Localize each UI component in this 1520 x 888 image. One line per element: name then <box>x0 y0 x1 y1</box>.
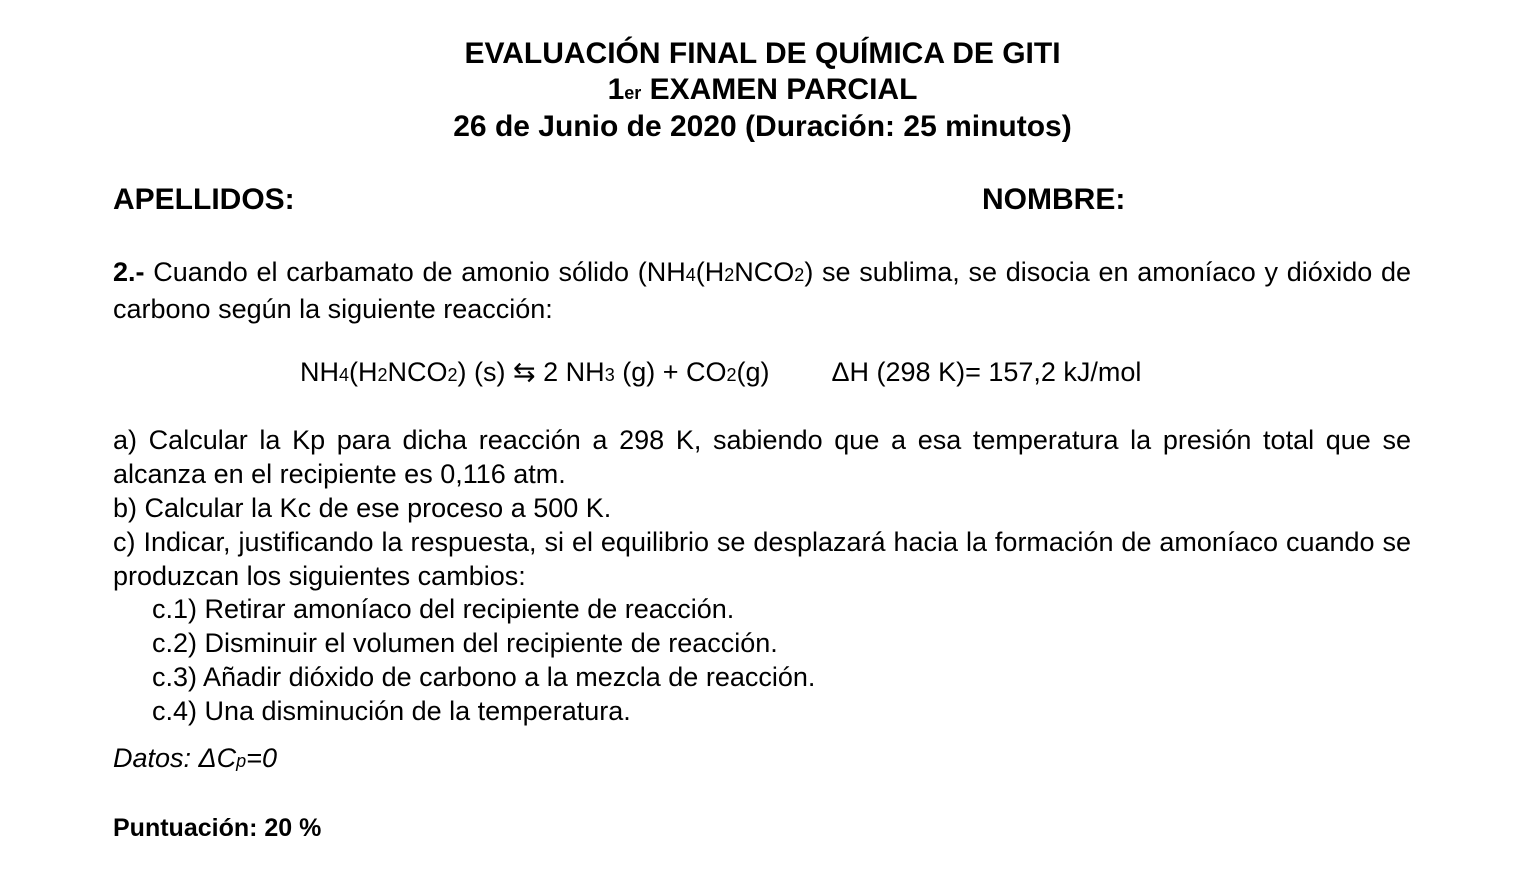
reactant-2: (H <box>349 357 378 387</box>
equilibrium-arrow-icon: ⇆ <box>513 357 536 387</box>
question-intro <box>113 256 1411 326</box>
ordinal-suffix: er <box>624 83 642 103</box>
reactant-4: ) (s) <box>457 357 514 387</box>
intro-text-4: ) se sublima, se disocia en amoníaco y dióxido de carbono según la siguiente reacción: <box>113 257 1411 324</box>
exam-type: EXAMEN PARCIAL <box>641 73 918 106</box>
intro-text-2: (H <box>695 257 725 287</box>
apellidos-label: APELLIDOS: <box>113 183 295 216</box>
intro-text-3: NCO <box>734 257 795 287</box>
exam-date: 26 de Junio de 2020 (Duración: 25 minutos) <box>453 110 1072 143</box>
intro-sub-2: 2 <box>724 265 735 285</box>
part-c: c) Indicar, justificando la respuesta, si el equilibrio se desplazará hacia la formación de amoníaco cuando se produzcan los siguientes cambios: <box>113 527 1411 591</box>
reaction-equation <box>300 355 1141 392</box>
intro-sub-3: 2 <box>794 265 805 285</box>
product-1: 2 NH <box>535 357 605 387</box>
question-number: 2.- <box>113 257 145 287</box>
exam-title: EVALUACIÓN FINAL DE QUÍMICA DE GITI <box>464 37 1061 70</box>
reactant-sub-2: 2 <box>377 365 388 385</box>
datos <box>113 741 277 778</box>
nombre-label: NOMBRE: <box>982 183 1126 216</box>
sub-item-c1: c.1) Retirar amoníaco del recipiente de reacción. <box>152 594 735 624</box>
product-sub-2: 2 <box>726 365 737 385</box>
product-2: (g) + CO <box>614 357 727 387</box>
reactant-sub-3: 2 <box>447 365 458 385</box>
sub-item-c4: c.4) Una disminución de la temperatura. <box>152 696 631 726</box>
part-a: a) Calcular la Kp para dicha reacción a 298 K, sabiendo que a esa temperatura la presión total que se alcanza en el recipiente es 0,116 atm. <box>113 425 1411 489</box>
reactant-1: NH <box>300 357 339 387</box>
reactant-3: NCO <box>387 357 448 387</box>
exam-subtitle <box>0 72 1520 111</box>
intro-text-1: Cuando el carbamato de amonio sólido (NH <box>144 257 686 287</box>
datos-suffix: =0 <box>246 743 277 773</box>
product-3: (g) <box>736 357 770 387</box>
exam-number: 1 <box>607 73 625 106</box>
reactant-sub-1: 4 <box>339 365 350 385</box>
datos-sub: p <box>236 751 247 771</box>
part-b: b) Calcular la Kc de ese proceso a 500 K. <box>113 493 612 523</box>
datos-prefix: Datos: ΔC <box>113 743 237 773</box>
sub-item-c3: c.3) Añadir dióxido de carbono a la mezcla de reacción. <box>152 662 816 692</box>
puntuacion: Puntuación: 20 % <box>113 814 322 842</box>
product-sub-1: 3 <box>604 365 615 385</box>
intro-sub-1: 4 <box>685 265 696 285</box>
enthalpy: ΔH (298 K)= 157,2 kJ/mol <box>831 357 1142 387</box>
sub-item-c2: c.2) Disminuir el volumen del recipiente de reacción. <box>152 628 778 658</box>
